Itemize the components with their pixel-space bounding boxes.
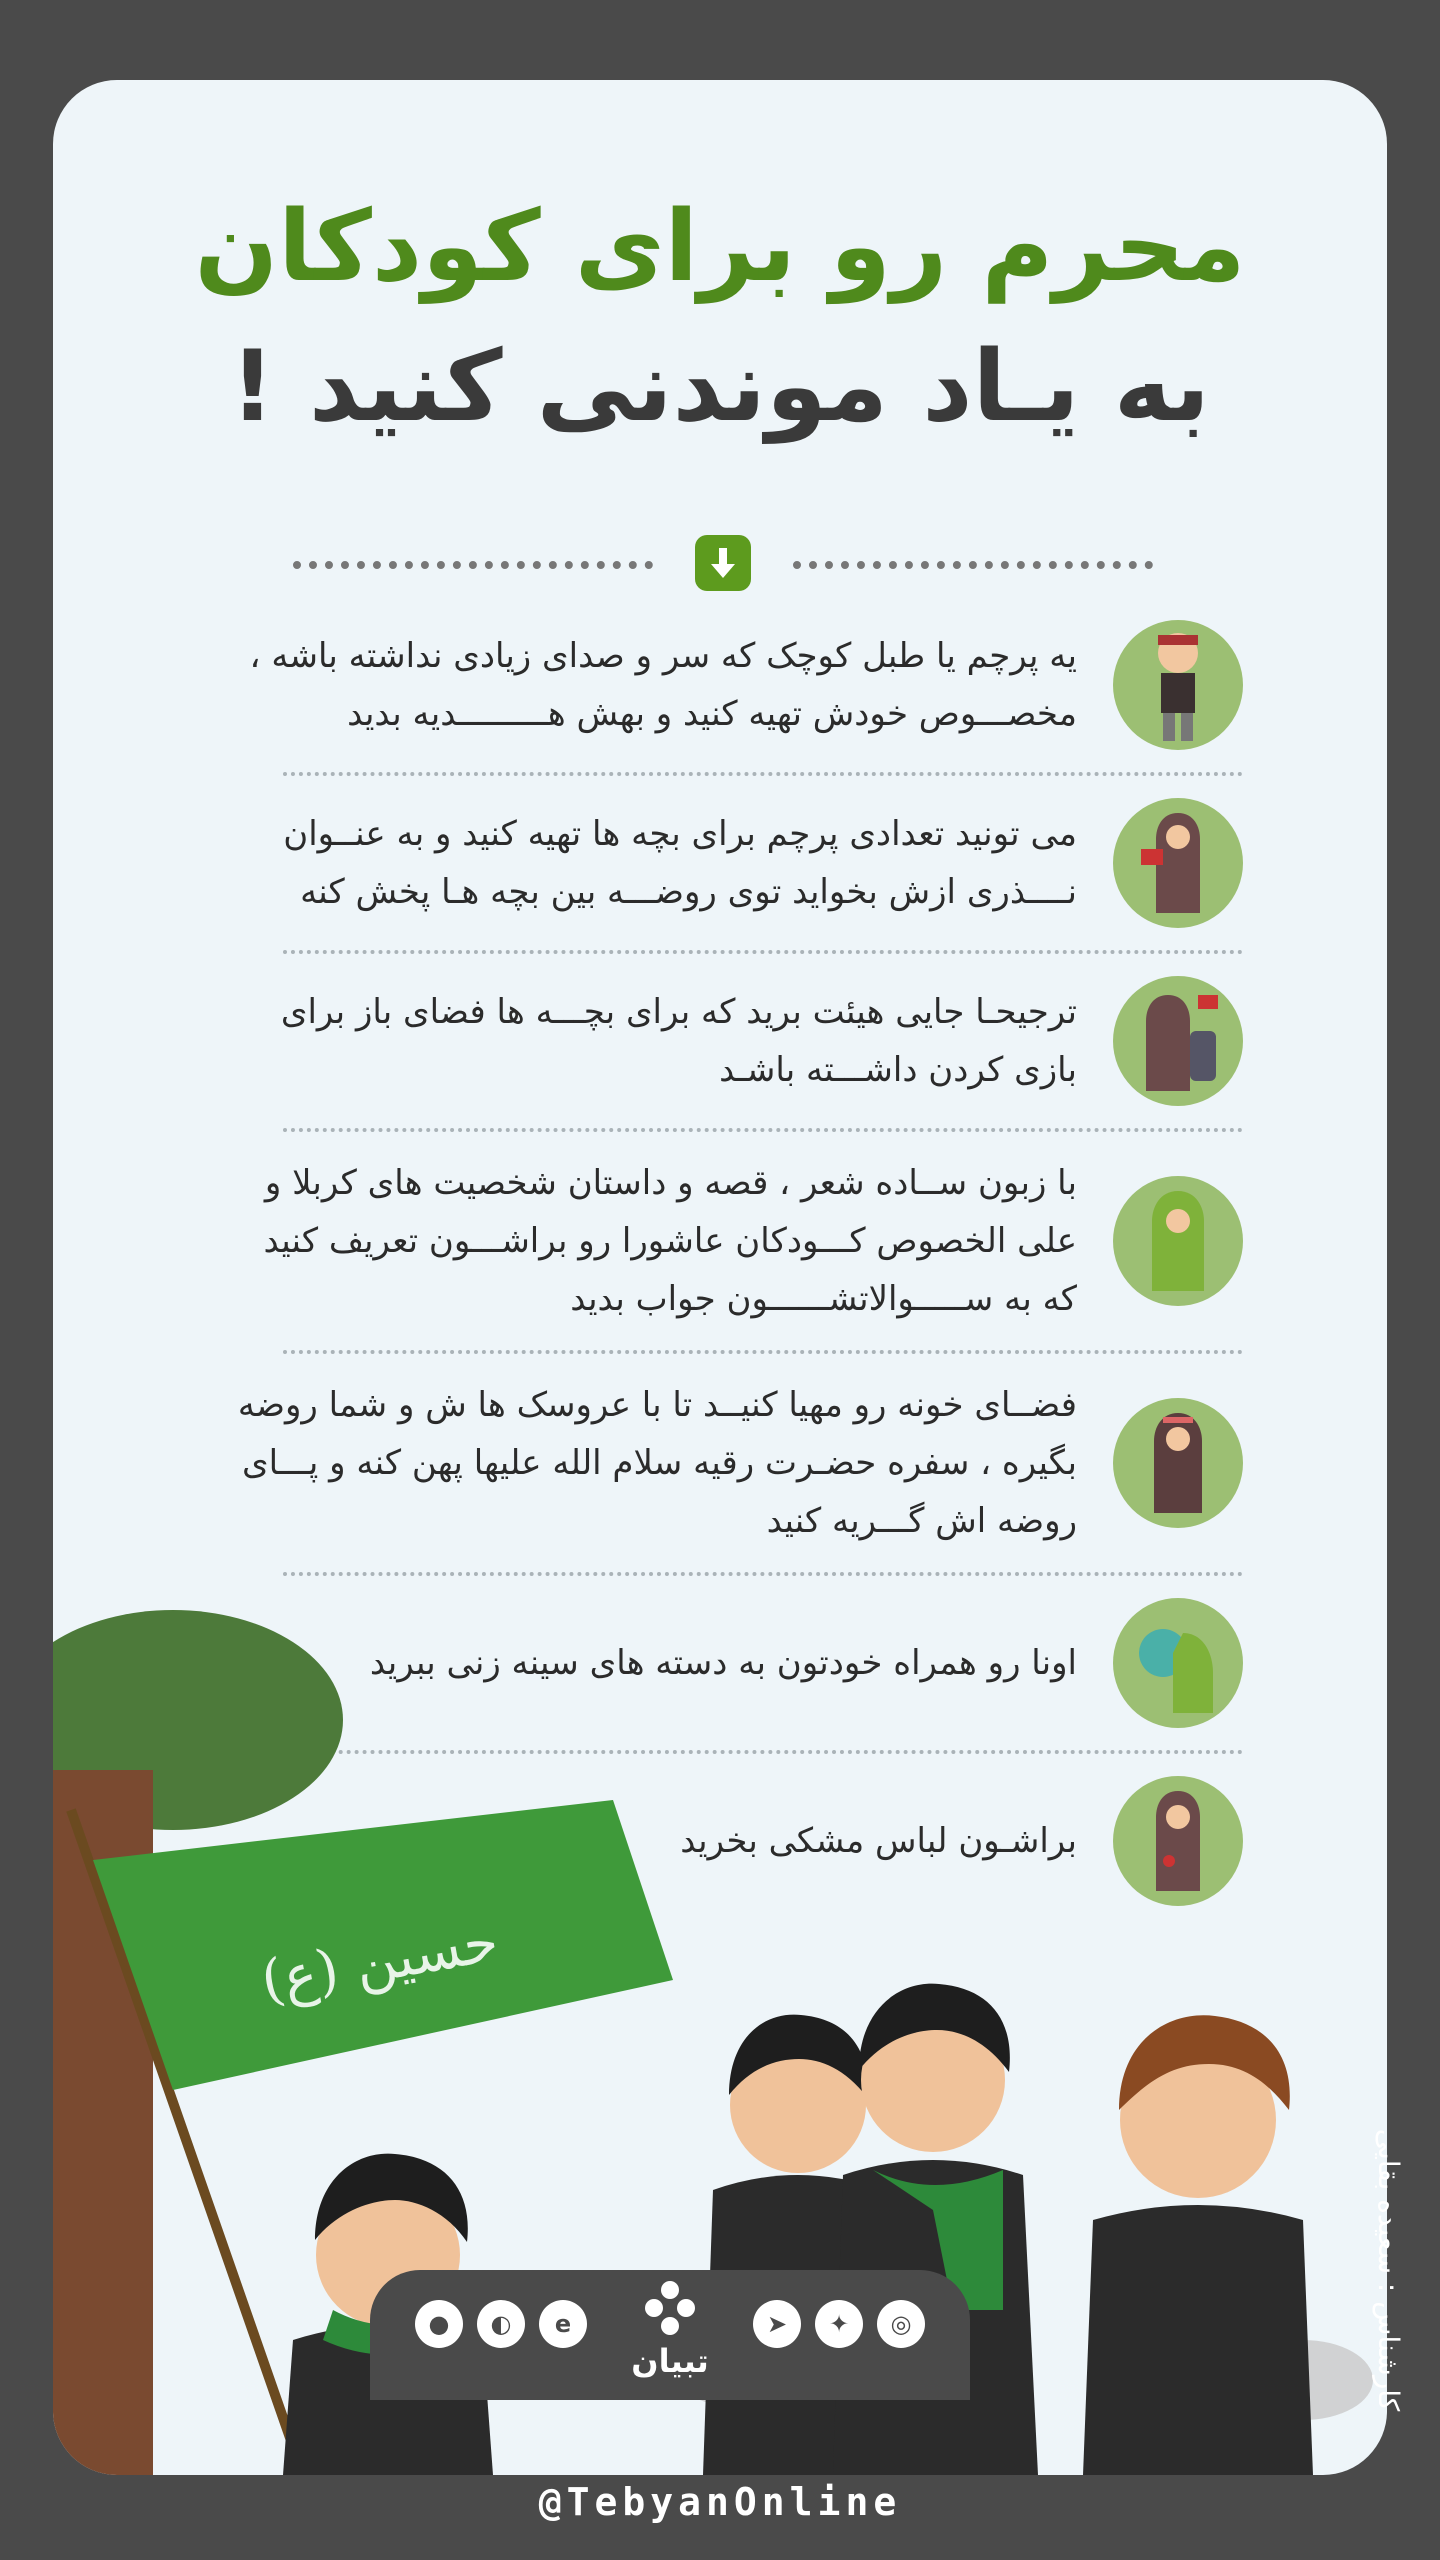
rubika-icon[interactable]: ◐ [477, 2300, 525, 2348]
list-item [223, 976, 1243, 1106]
twitter-icon[interactable]: ✦ [815, 2300, 863, 2348]
infographic-card [53, 80, 1387, 2475]
tip-text: ترجیحـا جایی هیئت برید که برای بچـــه ها فضای باز برای بازی کردن داشـــته باشـد [280, 992, 1077, 1090]
dotted-separator [283, 1350, 1243, 1354]
list-item [223, 798, 1243, 928]
boy-with-drum-icon [1113, 620, 1243, 750]
dotted-separator [283, 1128, 1243, 1132]
telegram-icon[interactable]: ➤ [753, 2300, 801, 2348]
flag-text: حسین (ع) [256, 1909, 504, 2015]
dotted-line-right [793, 561, 1153, 569]
tip-text: اونا رو همراه خودتون به دسته های سینه زنی ببرید [369, 1643, 1077, 1683]
title-line-2: به یـاد موندنی کنید ! [230, 330, 1210, 444]
child-right [1083, 2015, 1313, 2475]
instagram-icon[interactable]: ◎ [877, 2300, 925, 2348]
arrow-down-icon [695, 535, 751, 591]
footer-bar [370, 2270, 970, 2400]
tip-text: با زبون ســاده شعر ، قصه و داستان شخصیت های کربلا و علی الخصوص کـــودکان عاشورا رو براشـــون تعریف کنید که به ســـــوالاتشــــــون جواب بدید [263, 1163, 1077, 1319]
eitaa-icon[interactable]: e [539, 2300, 587, 2348]
expert-credit: کارشناس : سعیده بقایی [1372, 2128, 1405, 2412]
dotted-line-left [293, 561, 653, 569]
title-line-1: محرم رو برای کودکان [194, 190, 1246, 304]
dotted-separator [283, 772, 1243, 776]
tip-text: فضــای خونه رو مهیا کنیــد تا با عروسک ها ش و شما روضه بگیره ، سفره حضـرت رقیه سلام الله علیها پهن کنه و پـــای روضه اش گـــریه کنید [237, 1385, 1077, 1541]
tebyan-logo-mark [640, 2278, 700, 2338]
list-item [223, 1154, 1243, 1328]
title-divider [293, 535, 1153, 591]
girl-green-chador-icon [1113, 1176, 1243, 1306]
child-middle-2 [833, 1984, 1038, 2475]
tip-text: براشـون لباس مشکی بخرید [680, 1821, 1077, 1861]
social-icons-right [753, 2300, 925, 2348]
tebyan-logo [620, 2278, 720, 2380]
logo-text: تبیان [631, 2342, 709, 2380]
girl-hugging-bag-icon [1113, 976, 1243, 1106]
aparat-icon[interactable]: ● [415, 2300, 463, 2348]
girl-praying-icon [1113, 1398, 1243, 1528]
social-handle[interactable]: @TebyanOnline [538, 2480, 902, 2524]
social-icons-left [415, 2300, 587, 2348]
tip-text: می تونید تعدادی پرچم برای بچه ها تهیه کنید و به عنــوان نــــذری ازش بخواید توی روضـــه بین بچه هـا پخش کنه [283, 814, 1077, 912]
dotted-separator [283, 950, 1243, 954]
girl-with-flags-icon [1113, 798, 1243, 928]
list-item [223, 620, 1243, 750]
tip-text: یه پرچم یا طبل کوچک که سر و صدای زیادی نداشته باشه ، مخصـــوص خودش تهیه کنید و بهش هـــــــــدیه بدید [249, 636, 1077, 734]
list-item [223, 1376, 1243, 1550]
